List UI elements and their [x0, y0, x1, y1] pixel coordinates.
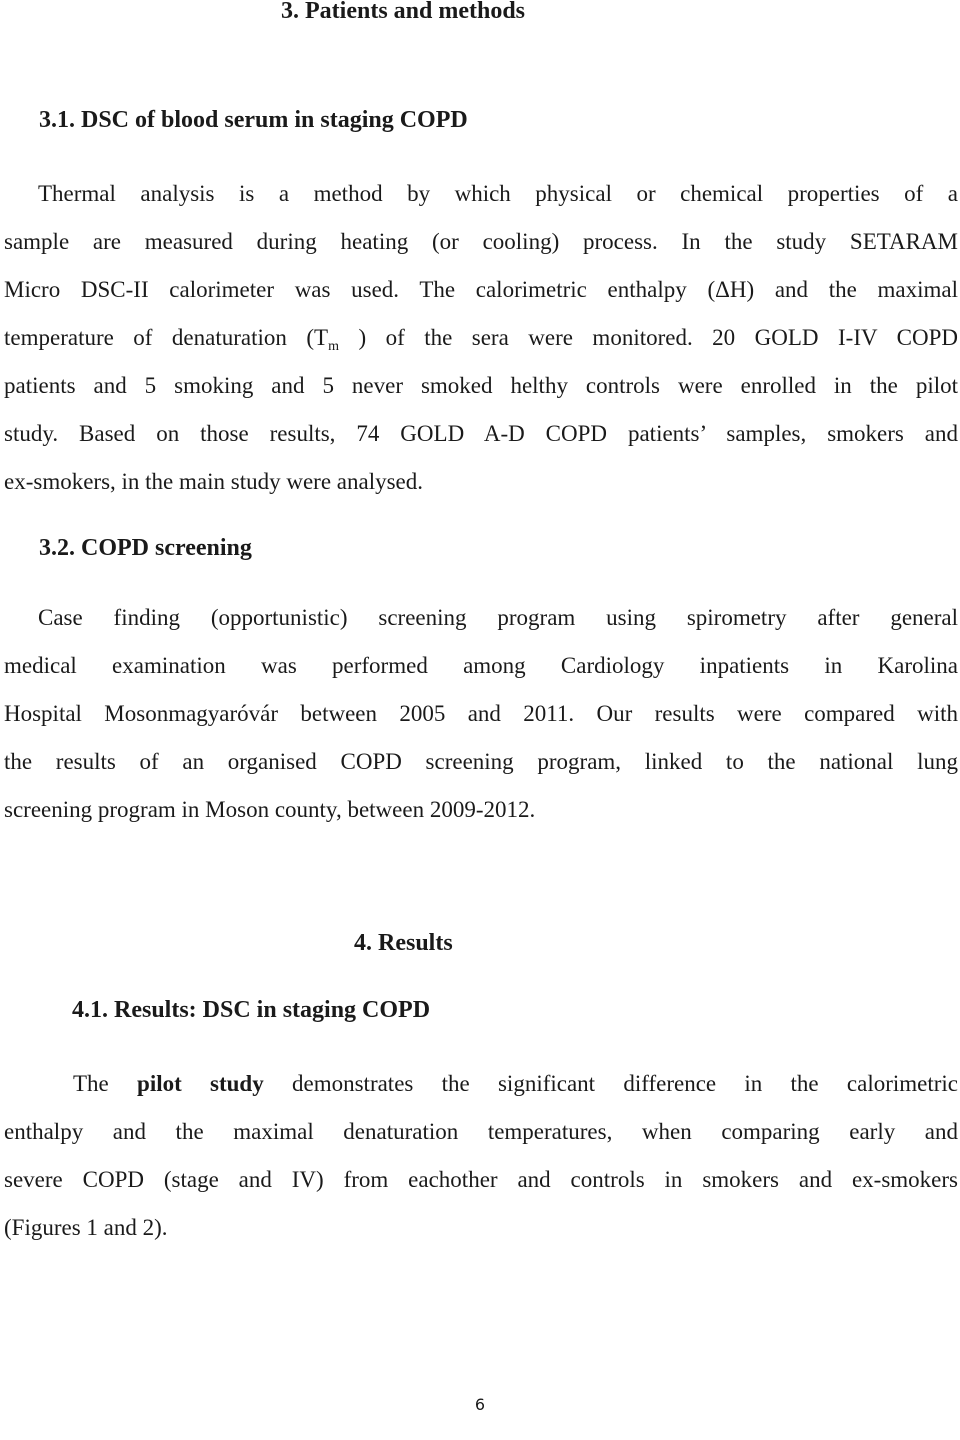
paragraph-line: the results of an organised COPD screening program, linked to the national lung	[4, 749, 958, 774]
text-run: demonstrates the significant difference in the calorimetric	[263, 1071, 959, 1096]
paragraph-line	[73, 1069, 958, 1099]
emphasis-pilot-study: pilot study	[137, 1071, 264, 1096]
section-title-patients-methods: 3. Patients and methods	[281, 0, 526, 24]
paragraph-line: Thermal analysis is a method by which physical or chemical properties of a	[38, 181, 958, 206]
subscript-m: m	[328, 339, 339, 354]
paragraph-line: Micro DSC-II calorimeter was used. The calorimetric enthalpy (ΔH) and the maximal	[4, 277, 958, 302]
text-run: The	[73, 1071, 138, 1096]
paragraph-line: Case finding (opportunistic) screening program using spirometry after general	[38, 605, 958, 630]
section-title-results: 4. Results	[354, 930, 453, 956]
paragraph-line: patients and 5 smoking and 5 never smoked helthy controls were enrolled in the pilot	[4, 373, 958, 398]
page-number: 6	[474, 1395, 486, 1414]
paragraph-line	[4, 323, 958, 362]
subsection-title-copd-screening: 3.2. COPD screening	[39, 535, 252, 561]
text-run: ) of the sera were monitored. 20 GOLD I-IV COPD	[358, 325, 958, 350]
paragraph-line: medical examination was performed among Cardiology inpatients in Karolina	[4, 653, 958, 678]
paragraph-line: screening program in Moson county, between 2009-2012.	[4, 797, 536, 822]
paragraph-line: study. Based on those results, 74 GOLD A-D COPD patients’ samples, smokers and	[4, 421, 958, 446]
paragraph-line: ex-smokers, in the main study were analysed.	[4, 469, 423, 494]
paragraph-line: severe COPD (stage and IV) from eachother and controls in smokers and ex-smokers	[4, 1167, 958, 1192]
subsection-title-dsc: 3.1. DSC of blood serum in staging COPD	[39, 107, 468, 133]
paragraph-line: Hospital Mosonmagyaróvár between 2005 and 2011. Our results were compared with	[4, 701, 958, 726]
paragraph-line: enthalpy and the maximal denaturation temperatures, when comparing early and	[4, 1119, 958, 1144]
paragraph-line: (Figures 1 and 2).	[4, 1215, 168, 1240]
subsection-title-results-dsc: 4.1. Results: DSC in staging COPD	[72, 997, 431, 1023]
paragraph-line: sample are measured during heating (or cooling) process. In the study SETARAM	[4, 229, 958, 254]
text-run: temperature of denaturation (T	[4, 325, 329, 350]
